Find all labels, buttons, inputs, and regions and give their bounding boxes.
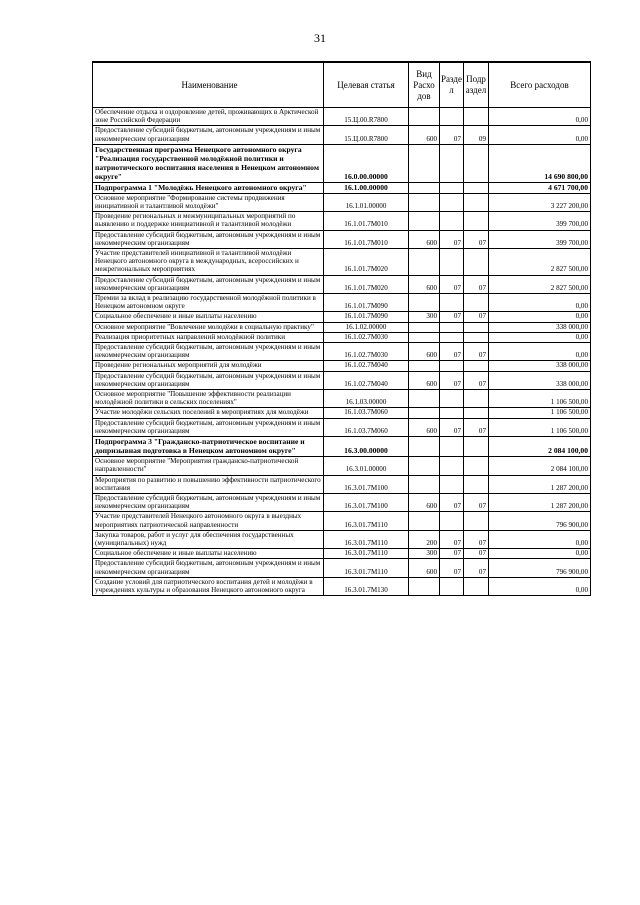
row-total: 14 690 800,00 [489,144,591,182]
row-subsection: 07 [464,493,489,511]
header-section: Разде л [440,62,464,108]
row-section [440,437,464,457]
row-name: Закупка товаров, работ и услуг для обеспечения государственных (муниципальных) нужд [93,530,324,548]
row-section [440,457,464,475]
row-name: Предоставление субсидий бюджетным, автономным учреждениям и иным некоммерческим организациям [93,126,324,144]
table-row [93,418,591,436]
header-name: Наименование [93,62,324,108]
row-name: Предоставление субсидий бюджетным, автономным учреждениям и иным некоммерческим организациям [93,493,324,511]
row-total: 3 227 200,00 [489,193,591,211]
row-total: 2 827 500,00 [489,249,591,276]
row-expense-type: 600 [409,418,440,436]
row-section [440,512,464,530]
row-target-article: 16.0.00.00000 [324,144,409,182]
row-name: Участие представителей Ненецкого автономного округа в выездных мероприятиях патриотической направленности [93,512,324,530]
table-row [93,193,591,211]
row-target-article: 16.1.01.7М020 [324,249,409,276]
row-target-article: 16.3.01.7М110 [324,549,409,559]
row-section: 07 [440,371,464,389]
row-name: Реализация приоритетных направлений молодёжной политики [93,332,324,342]
row-name: Предоставление субсидий бюджетным, автономным учреждениям и иным некоммерческим организациям [93,275,324,293]
row-total: 399 700,00 [489,212,591,230]
row-expense-type [409,212,440,230]
row-section [440,332,464,342]
row-target-article: 16.1.03.7М060 [324,418,409,436]
table-row [93,108,591,126]
row-expense-type: 200 [409,530,440,548]
row-name: Основное мероприятие "Формирование системы продвижения инициативной и талантливой молодёжи" [93,193,324,211]
table-header-row [93,62,591,108]
row-total: 1 106 500,00 [489,408,591,418]
row-subsection [464,182,489,193]
row-total: 0,00 [489,294,591,312]
row-expense-type: 600 [409,275,440,293]
row-target-article: 16.1.01.00000 [324,193,409,211]
row-total: 0,00 [489,577,591,595]
row-section [440,212,464,230]
table-body [93,108,591,596]
table-row [93,275,591,293]
table-row [93,182,591,193]
row-section [440,408,464,418]
row-target-article: 15.Ц.00.R7800 [324,126,409,144]
row-expense-type: 600 [409,493,440,511]
row-expense-type [409,249,440,276]
row-section [440,108,464,126]
row-expense-type: 600 [409,126,440,144]
row-total: 1 287 200,00 [489,493,591,511]
table-row [93,549,591,559]
row-name: Предоставление субсидий бюджетным, автономным учреждениям и иным некоммерческим организациям [93,371,324,389]
row-subsection [464,577,489,595]
table-row [93,312,591,322]
page-number: 31 [314,31,326,45]
row-subsection [464,108,489,126]
row-target-article: 16.1.02.7М030 [324,343,409,361]
row-subsection: 07 [464,343,489,361]
table-row [93,437,591,457]
row-target-article: 16.3.01.00000 [324,457,409,475]
table-row [93,493,591,511]
table-row [93,322,591,332]
row-name: Социальное обеспечение и иные выплаты населению [93,549,324,559]
table-row [93,457,591,475]
row-target-article: 16.1.02.7М030 [324,332,409,342]
row-name: Участие представителей инициативной и талантливой молодёжи Ненецкого автономного округа в международных, всероссийских и межрегиональных мероприятиях [93,249,324,276]
row-target-article: 16.3.00.00000 [324,437,409,457]
row-name: Предоставление субсидий бюджетным, автономным учреждениям и иным некоммерческим организациям [93,230,324,248]
row-expense-type [409,408,440,418]
row-subsection: 07 [464,418,489,436]
header-target-article: Целевая статья [324,62,409,108]
row-subsection [464,390,489,408]
row-name: Предоставление субсидий бюджетным, автономным учреждениям и иным некоммерческим организациям [93,418,324,436]
row-subsection [464,408,489,418]
row-subsection [464,144,489,182]
header-subsection: Подр аздел [464,62,489,108]
table-row [93,332,591,342]
row-name: Проведение региональных и межмуниципальных мероприятий по выявлению и поддержке инициативной и талантливой молодёжи [93,212,324,230]
row-name: Предоставление субсидий бюджетным, автономным учреждениям и иным некоммерческим организациям [93,559,324,577]
row-name: Подпрограмма 3 "Гражданско-патриотическое воспитание и допризывная подготовка в Ненецком автономном округе" [93,437,324,457]
row-section [440,249,464,276]
row-name: Социальное обеспечение и иные выплаты населению [93,312,324,322]
row-subsection: 07 [464,275,489,293]
row-section: 07 [440,343,464,361]
table-row [93,512,591,530]
row-section: 07 [440,126,464,144]
row-total: 1 106 500,00 [489,418,591,436]
row-name: Подпрограмма 1 "Молодёжь Ненецкого автономного округа" [93,182,324,193]
row-section [440,361,464,371]
row-section [440,475,464,493]
row-subsection [464,475,489,493]
row-section: 07 [440,493,464,511]
row-target-article: 16.1.02.00000 [324,322,409,332]
row-target-article: 16.3.01.7М130 [324,577,409,595]
row-total: 2 084 100,00 [489,457,591,475]
row-subsection [464,361,489,371]
row-expense-type [409,322,440,332]
row-total: 338 000,00 [489,361,591,371]
row-expense-type: 300 [409,312,440,322]
row-total: 1 106 500,00 [489,390,591,408]
row-expense-type: 300 [409,549,440,559]
row-expense-type: 600 [409,559,440,577]
row-subsection: 07 [464,230,489,248]
row-section: 07 [440,275,464,293]
row-total: 796 900,00 [489,559,591,577]
row-target-article: 16.1.01.7М090 [324,294,409,312]
row-expense-type: 600 [409,343,440,361]
row-name: Проведение региональных мероприятий для молодёжи [93,361,324,371]
row-section [440,390,464,408]
table-row [93,361,591,371]
row-target-article: 16.1.03.00000 [324,390,409,408]
row-name: Основное мероприятие "Мероприятия гражданско-патриотической направленности" [93,457,324,475]
row-target-article: 16.1.03.7М060 [324,408,409,418]
row-section [440,577,464,595]
row-total: 0,00 [489,126,591,144]
row-target-article: 16.1.02.7М040 [324,361,409,371]
row-subsection [464,457,489,475]
row-section: 07 [440,312,464,322]
row-expense-type [409,108,440,126]
row-target-article: 16.1.01.7М010 [324,230,409,248]
row-section: 07 [440,418,464,436]
row-expense-type [409,437,440,457]
row-subsection: 07 [464,312,489,322]
table-row [93,475,591,493]
row-subsection [464,332,489,342]
row-total: 0,00 [489,343,591,361]
row-name: Государственная программа Ненецкого автономного округа "Реализация государственной молодёжной политики и патриотического воспитания населения в Ненецком автономном округе" [93,144,324,182]
row-expense-type [409,182,440,193]
row-subsection: 09 [464,126,489,144]
row-expense-type [409,390,440,408]
row-subsection: 07 [464,559,489,577]
row-total: 0,00 [489,530,591,548]
row-total: 0,00 [489,108,591,126]
table-row [93,559,591,577]
row-section: 07 [440,549,464,559]
table-row [93,126,591,144]
row-section: 07 [440,230,464,248]
row-subsection: 07 [464,530,489,548]
row-expense-type [409,193,440,211]
row-name: Предоставление субсидий бюджетным, автономным учреждениям и иным некоммерческим организациям [93,343,324,361]
row-total: 796 900,00 [489,512,591,530]
row-expense-type [409,332,440,342]
row-target-article: 16.1.01.7М020 [324,275,409,293]
row-subsection: 07 [464,549,489,559]
header-expense-type: Вид Расхо дов [409,62,440,108]
row-total: 399 700,00 [489,230,591,248]
row-name: Основное мероприятие "Повышение эффективности реализации молодёжной политики в сельских поселениях" [93,390,324,408]
row-total: 4 671 700,00 [489,182,591,193]
row-subsection [464,437,489,457]
table-row [93,408,591,418]
row-total: 0,00 [489,549,591,559]
row-section [440,182,464,193]
table-row [93,371,591,389]
table-row [93,343,591,361]
row-total: 2 084 100,00 [489,437,591,457]
row-section [440,193,464,211]
row-name: Обеспечение отдыха и оздоровление детей, проживающих в Арктической зоне Российской Федерации [93,108,324,126]
row-subsection [464,322,489,332]
budget-table [92,61,591,596]
row-section: 07 [440,530,464,548]
row-section [440,294,464,312]
row-name: Мероприятия по развитию и повышению эффективности патриотического воспитания [93,475,324,493]
table-row [93,530,591,548]
table-row [93,144,591,182]
row-expense-type: 600 [409,371,440,389]
row-total: 338 000,00 [489,322,591,332]
row-section [440,322,464,332]
row-name: Основное мероприятие "Вовлечение молодёжи в социальную практику" [93,322,324,332]
row-total: 2 827 500,00 [489,275,591,293]
table-row [93,390,591,408]
row-total: 0,00 [489,312,591,322]
header-total: Всего расходов [489,62,591,108]
row-expense-type [409,294,440,312]
row-expense-type: 600 [409,230,440,248]
row-expense-type [409,475,440,493]
row-target-article: 16.1.02.7М040 [324,371,409,389]
row-subsection [464,294,489,312]
row-total: 1 287 200,00 [489,475,591,493]
row-target-article: 16.3.01.7М110 [324,512,409,530]
row-total: 338 000,00 [489,371,591,389]
row-target-article: 16.3.01.7М110 [324,530,409,548]
row-target-article: 16.1.01.7М090 [324,312,409,322]
row-name: Создание условий для патриотического воспитания детей и молодёжи в учреждениях культуры и образования Ненецкого автономного округа [93,577,324,595]
row-expense-type [409,512,440,530]
table-row [93,212,591,230]
row-target-article: 15.Ц.00.R7800 [324,108,409,126]
row-target-article: 16.1.01.7М010 [324,212,409,230]
row-subsection: 07 [464,371,489,389]
row-expense-type [409,361,440,371]
table-row [93,577,591,595]
row-subsection [464,249,489,276]
row-total: 0,00 [489,332,591,342]
row-section: 07 [440,559,464,577]
row-expense-type [409,457,440,475]
row-target-article: 16.3.01.7М100 [324,475,409,493]
row-target-article: 16.3.01.7М110 [324,559,409,577]
row-section [440,144,464,182]
table-row [93,230,591,248]
table-row [93,294,591,312]
row-expense-type [409,577,440,595]
row-expense-type [409,144,440,182]
row-name: Премии за вклад в реализацию государственной молодёжной политики в Ненецком автономном округе [93,294,324,312]
table-row [93,249,591,276]
row-target-article: 16.3.01.7М100 [324,493,409,511]
row-subsection [464,512,489,530]
row-name: Участие молодёжи сельских поселений в мероприятиях для молодёжи [93,408,324,418]
row-subsection [464,193,489,211]
row-subsection [464,212,489,230]
row-target-article: 16.1.00.00000 [324,182,409,193]
